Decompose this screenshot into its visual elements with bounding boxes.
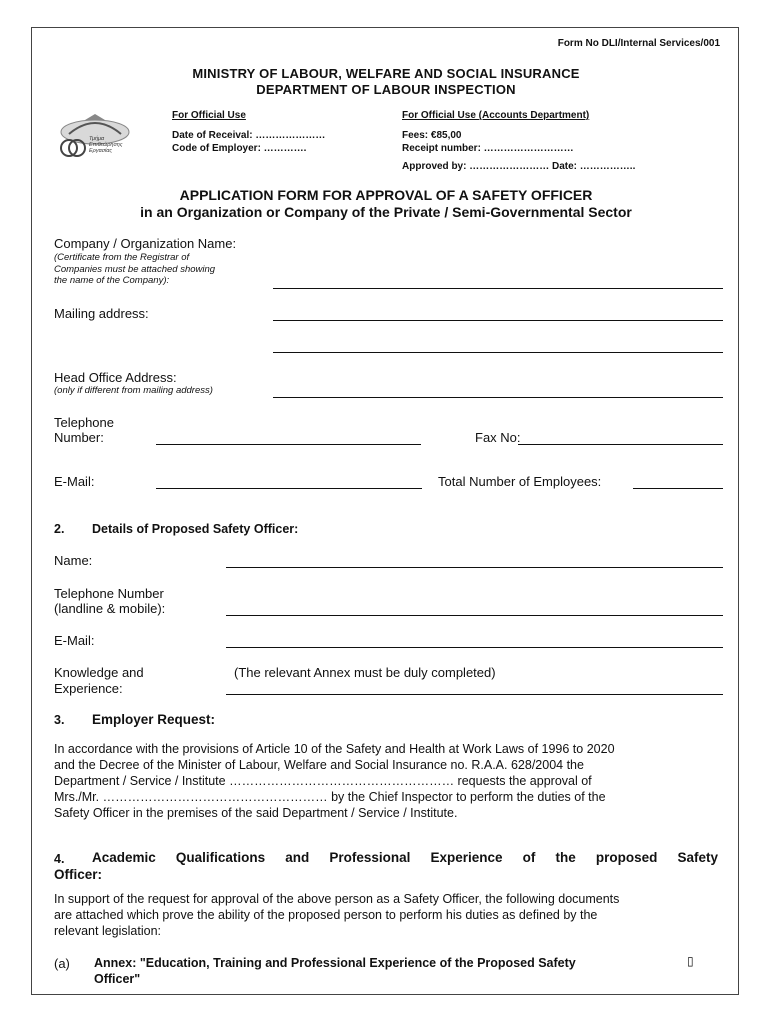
- telephone-field[interactable]: [156, 444, 421, 445]
- ministry-title: MINISTRY OF LABOUR, WELFARE AND SOCIAL INSURANCE: [192, 66, 580, 81]
- officer-telephone-label-2: (landline & mobile):: [54, 601, 166, 616]
- form-number: Form No DLI/Internal Services/001: [557, 38, 720, 49]
- email-field[interactable]: [156, 488, 422, 489]
- department-logo: [55, 110, 135, 170]
- section-4-heading-2: Officer:: [54, 867, 103, 882]
- section-3-number: 3.: [54, 713, 65, 727]
- fax-field[interactable]: [518, 444, 723, 445]
- fax-label: Fax No:: [475, 430, 521, 445]
- section-2-number: 2.: [54, 522, 65, 536]
- officer-email-field[interactable]: [226, 647, 723, 648]
- receipt-number: Receipt number: ………………………: [402, 143, 574, 154]
- department-title: DEPARTMENT OF LABOUR INSPECTION: [256, 82, 516, 97]
- company-note-3: the name of the Company):: [54, 275, 170, 286]
- company-note-2: Companies must be attached showing: [54, 263, 216, 275]
- knowledge-label-2: Experience:: [54, 681, 123, 696]
- employer-request-line-3: Department / Service / Institute ……………………………………………… requests the approval of: [54, 774, 592, 788]
- employees-label: Total Number of Employees:: [438, 474, 602, 489]
- employees-field[interactable]: [633, 488, 723, 489]
- official-use-title: For Official Use: [172, 110, 246, 121]
- officer-name-field[interactable]: [226, 567, 723, 568]
- fees: Fees: €85,00: [402, 130, 462, 141]
- knowledge-note: (The relevant Annex must be duly completed): [234, 665, 496, 680]
- employer-request-line-5: Safety Officer in the premises of the said Department / Service / Institute.: [54, 806, 458, 820]
- section-4-line-1: In support of the request for approval of the above person as a Safety Officer, the following documents: [54, 892, 620, 906]
- knowledge-field[interactable]: [226, 694, 723, 695]
- head-office-label: Head Office Address:: [54, 370, 177, 385]
- accounts-use-title: For Official Use (Accounts Department): [402, 110, 590, 121]
- officer-telephone-label-1: Telephone Number: [54, 586, 164, 601]
- telephone-label-2: Number:: [54, 430, 104, 445]
- email-label: E-Mail:: [54, 474, 95, 489]
- company-name-field[interactable]: [273, 288, 723, 289]
- section-4-heading: Academic Qualifications and Professional Experience of the proposed Safety: [92, 850, 718, 865]
- company-note-1: (Certificate from the Registrar of: [54, 252, 190, 263]
- item-a-checkbox[interactable]: ▯: [687, 954, 694, 968]
- employer-request-line-2: and the Decree of the Minister of Labour, Welfare and Social Insurance no. R.A.A. 628/2004 the: [54, 758, 584, 772]
- item-a-text-1: Annex: "Education, Training and Professional Experience of the Proposed Safety: [94, 956, 576, 970]
- employer-request-text: [54, 741, 718, 821]
- section-3-colon: :: [210, 712, 216, 727]
- employer-request-line-4: Mrs./Mr. ……………………………………………… by the Chief Inspector to perform the duties of the: [54, 790, 606, 804]
- form-title: APPLICATION FORM FOR APPROVAL OF A SAFETY OFFICER: [179, 187, 593, 203]
- code-of-employer: Code of Employer: ………….: [172, 143, 307, 154]
- section-4-line-3: relevant legislation:: [54, 924, 162, 938]
- approved-by: Approved by: …………………… Date: ……………..: [402, 161, 636, 172]
- section-4-text: [54, 891, 718, 939]
- item-a-text-2: Officer": [94, 972, 141, 986]
- section-4-line-2: are attached which prove the ability of the proposed person to perform his duties as defined by the: [54, 908, 598, 922]
- officer-telephone-field[interactable]: [226, 615, 723, 616]
- form-subtitle: in an Organization or Company of the Private / Semi-Governmental Sector: [140, 204, 632, 220]
- officer-name-label: Name:: [54, 553, 93, 568]
- employer-request-line-1: In accordance with the provisions of Article 10 of the Safety and Health at Work Laws of 1996 to 2020: [54, 742, 615, 756]
- mailing-address-field-1[interactable]: [273, 320, 723, 321]
- section-3-heading: Employer Request: [92, 712, 211, 727]
- head-office-field[interactable]: [273, 397, 723, 398]
- section-2-heading: Details of Proposed Safety Officer:: [92, 522, 299, 536]
- knowledge-label-1: Knowledge and: [54, 665, 144, 680]
- section-4-number: 4.: [54, 852, 65, 866]
- logo-caption-1: Τμήμα: [89, 136, 105, 142]
- item-a-marker: (a): [54, 956, 70, 971]
- logo-caption-2: Επιθεώρησης: [89, 142, 123, 148]
- company-name-label: Company / Organization Name:: [54, 236, 237, 251]
- telephone-label-1: Telephone: [54, 415, 114, 430]
- mailing-address-field-2[interactable]: [273, 352, 723, 353]
- date-of-receival: Date of Receival: …………………: [172, 130, 326, 141]
- mailing-address-label: Mailing address:: [54, 306, 149, 321]
- officer-email-label: E-Mail:: [54, 633, 95, 648]
- logo-caption-3: Εργασίας: [89, 148, 113, 154]
- form-page: [31, 27, 739, 995]
- head-office-note: (only if different from mailing address): [54, 385, 213, 396]
